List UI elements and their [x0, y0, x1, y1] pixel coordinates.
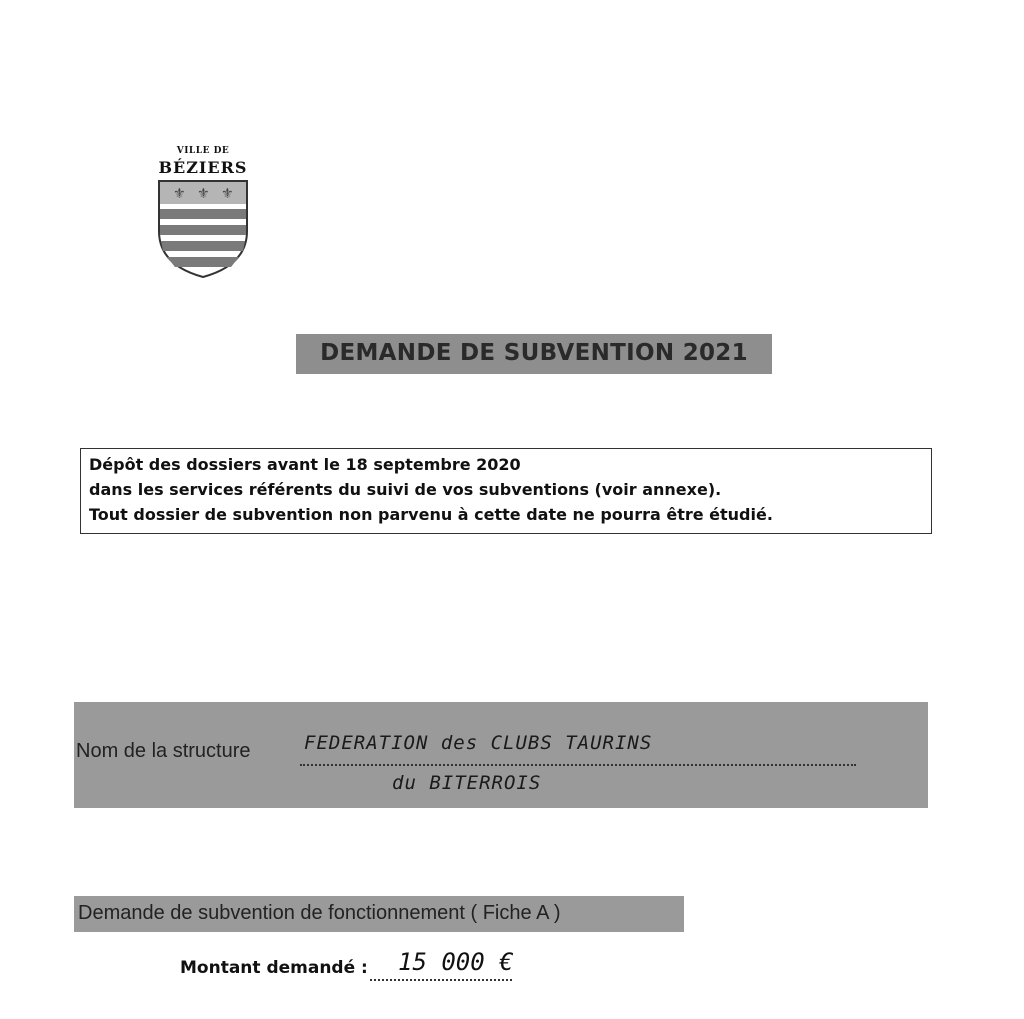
coat-of-arms-icon: [157, 179, 249, 279]
svg-text:⚜: ⚜: [173, 186, 186, 202]
structure-value-line-2[interactable]: du BITERROIS: [392, 772, 542, 794]
logo-ville-label: VILLE DE: [176, 146, 230, 156]
notice-line-3: Tout dossier de subvention non parvenu à cette date ne pourra être étudié.: [89, 505, 773, 524]
structure-label: Nom de la structure: [76, 740, 251, 762]
structure-value-line-1[interactable]: FEDERATION des CLUBS TAURINS: [304, 732, 653, 754]
montant-dotted-line: [370, 979, 512, 981]
notice-line-1: Dépôt des dossiers avant le 18 septembre 2020: [89, 455, 521, 474]
page-title: DEMANDE DE SUBVENTION 2021: [320, 340, 748, 366]
montant-value[interactable]: 15 000 €: [398, 948, 514, 976]
logo-city-name: BÉZIERS: [158, 158, 248, 177]
svg-text:⚜: ⚜: [197, 186, 210, 202]
deadline-notice: [80, 448, 932, 534]
title-banner: [296, 334, 772, 374]
fonctionnement-section: [74, 896, 684, 932]
fonctionnement-label: Demande de subvention de fonctionnement ( Fiche A ): [78, 902, 561, 924]
structure-dotted-line: [300, 764, 856, 766]
svg-text:⚜: ⚜: [221, 186, 234, 202]
montant-label: Montant demandé :: [180, 958, 368, 978]
city-logo: [150, 142, 256, 282]
structure-section: [74, 702, 928, 808]
notice-line-2: dans les services référents du suivi de vos subventions (voir annexe).: [89, 480, 722, 499]
